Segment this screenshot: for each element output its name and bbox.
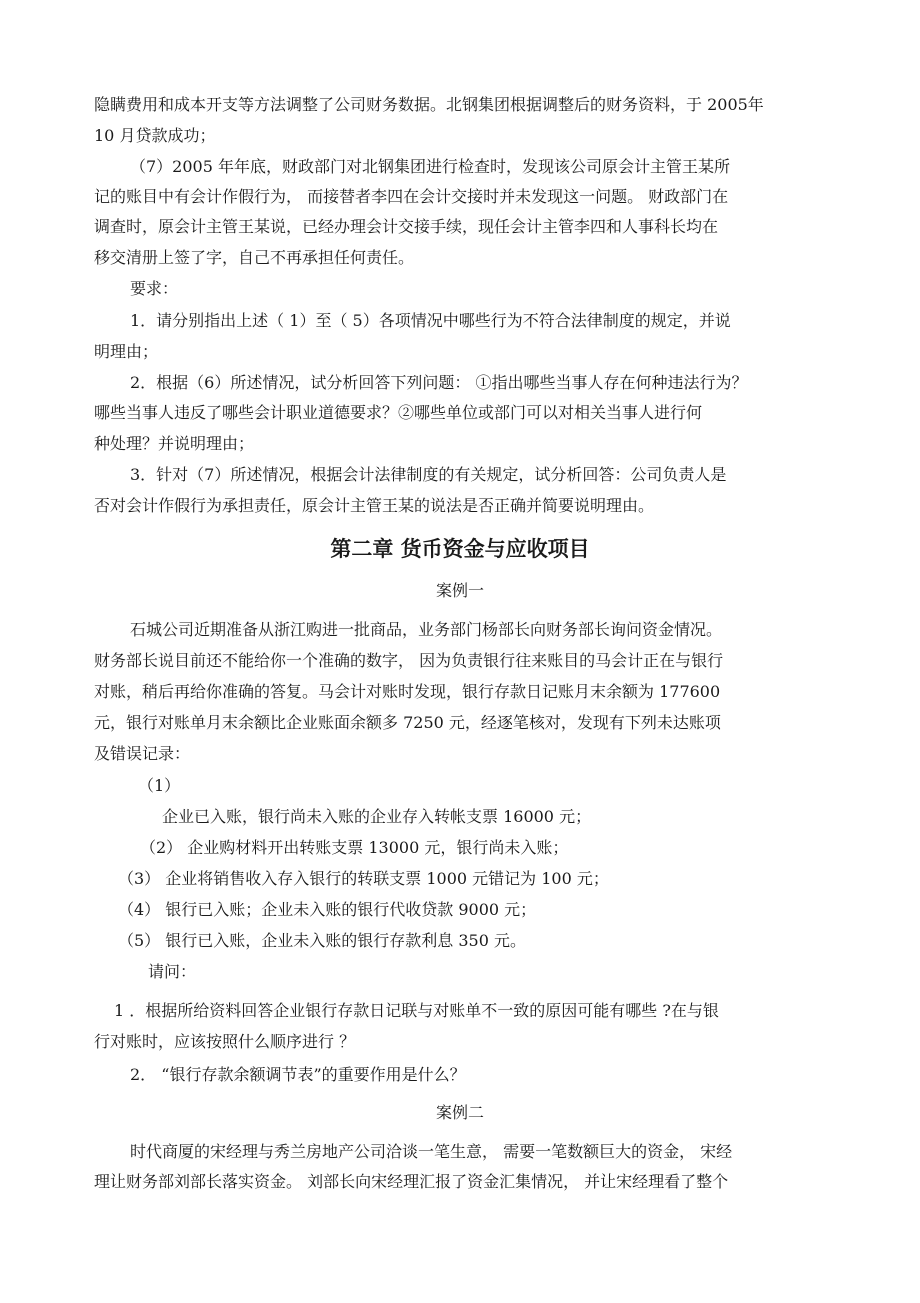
body-line: 元，银行对账单月末余额比企业账面余额多 7250 元，经逐笔核对，发现有下列未达账项 — [94, 713, 721, 732]
body-line: 种处理？并说明理由； — [94, 434, 255, 453]
body-line: 调查时，原会计主管王某说，已经办理会计交接手续，现任会计主管李四和人事科长均在 — [94, 217, 719, 236]
body-line: 移交清册上签了字，自己不再承担任何责任。 — [94, 248, 415, 267]
body-line: 对账，稍后再给你准确的答复。马会计对账时发现，银行存款日记账月末余额为 177600 — [94, 682, 721, 701]
list-item: （4） 银行已入账；企业未入账的银行代收贷款 9000 元； — [118, 900, 537, 919]
body-line: （7）2005 年年底，财政部门对北钢集团进行检查时，发现该公司原会计主管王某所 — [130, 157, 730, 176]
body-line: 行对账时，应该按照什么顺序进行 ？ — [94, 1032, 356, 1051]
list-item: （3） 企业将销售收入存入银行的转联支票 1000 元错记为 100 元； — [118, 869, 609, 888]
list-item: 企业已入账，银行尚未入账的企业存入转帐支票 16000 元； — [162, 807, 592, 826]
question-heading: 请问： — [148, 962, 197, 981]
chapter-title: 第二章 货币资金与应收项目 — [330, 537, 590, 561]
body-line: 明理由； — [94, 342, 159, 361]
question-item: 2． “银行存款余额调节表”的重要作用是什么？ — [130, 1065, 466, 1084]
case-title: 案例二 — [435, 1103, 484, 1122]
question-item: 1 ．根据所给资料回答企业银行存款日记联与对账单不一致的原因可能有哪些 ?在与银 — [114, 1001, 719, 1020]
requirement-item: 1．请分别指出上述（ 1）至（ 5）各项情况中哪些行为不符合法律制度的规定，并说 — [130, 311, 731, 330]
requirements-heading: 要求： — [130, 279, 179, 298]
list-item: （1） — [138, 776, 181, 795]
body-line: 记的账目中有会计作假行为， 而接替者李四在会计交接时并未发现这一问题。 财政部门在 — [94, 187, 729, 206]
body-line: 10 月贷款成功； — [94, 126, 216, 145]
body-line: 否对会计作假行为承担责任，原会计主管王某的说法是否正确并简要说明理由。 — [94, 496, 655, 515]
body-line: 财务部长说目前还不能给你一个准确的数字， 因为负责银行往来账目的马会计正在与银行 — [94, 651, 724, 670]
body-line: 隐瞒费用和成本开支等方法调整了公司财务数据。北钢集团根据调整后的财务资料，于 2005年 — [94, 95, 764, 114]
requirement-item: 3．针对（7）所述情况，根据会计法律制度的有关规定，试分析回答：公司负责人是 — [130, 465, 727, 484]
body-line: 时代商厦的宋经理与秀兰房地产公司洽谈一笔生意， 需要一笔数额巨大的资金， 宋经 — [130, 1142, 733, 1161]
list-item: （5） 银行已入账，企业未入账的银行存款利息 350 元。 — [118, 931, 526, 950]
requirement-item: 2．根据（6）所述情况，试分析回答下列问题： ①指出哪些当事人存在何种违法行为？ — [130, 373, 748, 392]
body-line: 及错误记录： — [94, 744, 191, 763]
body-line: 哪些当事人违反了哪些会计职业道德要求？②哪些单位或部门可以对相关当事人进行何 — [94, 403, 703, 422]
case-title: 案例一 — [435, 581, 484, 600]
list-item: （2） 企业购材料开出转账支票 13000 元，银行尚未入账； — [140, 838, 569, 857]
body-line: 理让财务部刘部长落实资金。 刘部长向宋经理汇报了资金汇集情况， 并让宋经理看了整个 — [94, 1172, 729, 1191]
body-line: 石城公司近期准备从浙江购进一批商品，业务部门杨部长向财务部长询问资金情况。 — [130, 620, 723, 639]
